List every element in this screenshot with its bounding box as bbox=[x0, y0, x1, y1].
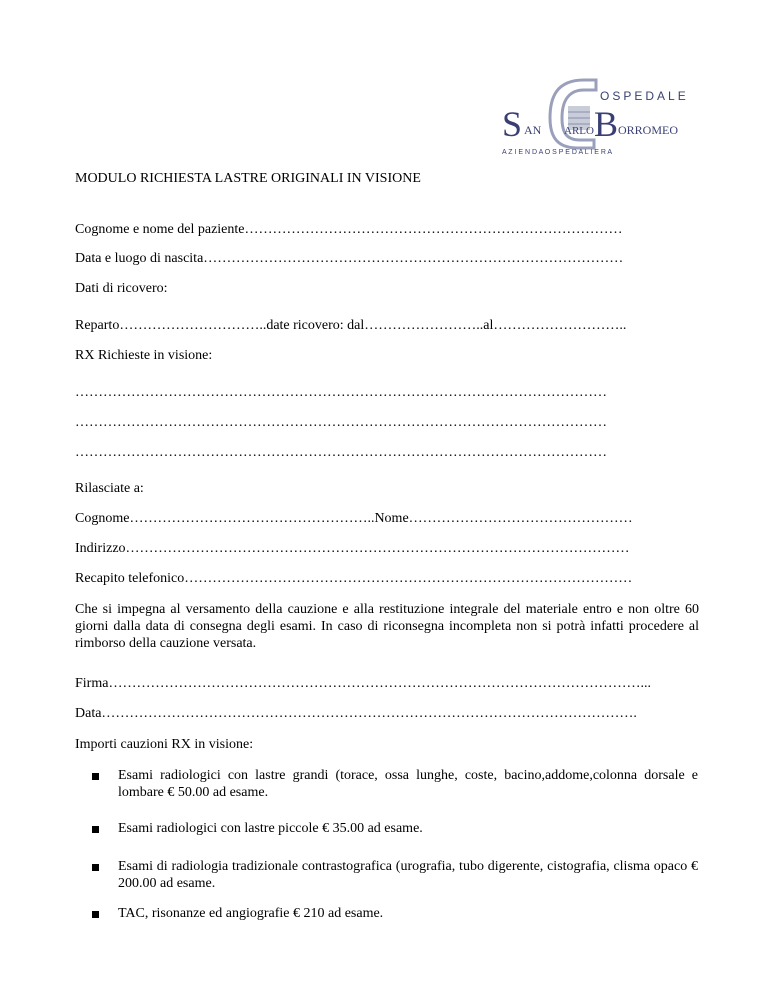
field-nascita: Data e luogo di nascita……………………………………………………………………………… bbox=[75, 251, 624, 266]
logo-ospedale: OSPEDALE bbox=[600, 89, 689, 103]
bullet-marker bbox=[92, 826, 99, 833]
field-reparto: Reparto…………………………..date ricovero: dal……………………..al……………………….. bbox=[75, 318, 627, 333]
field-cognome-nome: Cognome……………………………………………..Nome………………………………………… bbox=[75, 511, 633, 526]
field-indirizzo: Indirizzo……………………………………………………………………………………………… bbox=[75, 541, 630, 556]
bullet-item: Esami di radiologia tradizionale contrastografica (urografia, tubo digerente, cistografia, clisma opaco € 200.00 ad esame. bbox=[118, 859, 698, 891]
logo-s-letter: S bbox=[502, 104, 523, 144]
logo-tagline: A Z I E N D A O S P E D A L I E R A bbox=[502, 149, 613, 156]
label-ricovero: Dati di ricovero: bbox=[75, 281, 168, 296]
field-recapito: Recapito telefonico…………………………………………………………………………………… bbox=[75, 571, 633, 586]
bullet-item: Esami radiologici con lastre grandi (torace, ossa lunghe, coste, bacino,addome,colonna dorsale e lombare € 50.00 ad esame. bbox=[118, 768, 698, 800]
importi-title: Importi cauzioni RX in visione: bbox=[75, 737, 254, 752]
logo-orromeo: ORROMEO bbox=[618, 123, 679, 137]
field-paziente: Cognome e nome del paziente……………………………………………………………………… bbox=[75, 222, 623, 237]
bullet-marker bbox=[92, 773, 99, 780]
dots-line-3: …………………………………………………………………………………………………… bbox=[75, 445, 607, 460]
logo-an: AN bbox=[524, 123, 542, 137]
label-rilasciate: Rilasciate a: bbox=[75, 481, 144, 496]
dots-line-1: …………………………………………………………………………………………………… bbox=[75, 385, 607, 400]
field-data: Data……………………………………………………………………………………………………. bbox=[75, 706, 637, 721]
bullet-item: TAC, risonanze ed angiografie € 210 ad esame. bbox=[118, 906, 384, 921]
bullet-marker bbox=[92, 864, 99, 871]
logo-arlo: ARLO bbox=[564, 125, 594, 137]
logo-b-letter: B bbox=[594, 104, 619, 144]
bullet-marker bbox=[92, 911, 99, 918]
impegno-paragraph: Che si impegna al versamento della cauzione e alla restituzione integrale del materiale entro e non oltre 60 giorni dalla data di consegna degli esami. In caso di riconsegna incompleta non si potrà infatti procedere al rimborso della cauzione versata. bbox=[75, 602, 699, 651]
form-title: MODULO RICHIESTA LASTRE ORIGINALI IN VISIONE bbox=[75, 171, 421, 186]
bullet-item: Esami radiologici con lastre piccole € 35.00 ad esame. bbox=[118, 821, 423, 836]
logo-graphic bbox=[498, 76, 703, 158]
dots-line-2: …………………………………………………………………………………………………… bbox=[75, 415, 607, 430]
hospital-logo bbox=[498, 76, 703, 158]
label-rx: RX Richieste in visione: bbox=[75, 348, 213, 363]
field-firma: Firma……………………………………………………………………………………………………... bbox=[75, 676, 651, 691]
